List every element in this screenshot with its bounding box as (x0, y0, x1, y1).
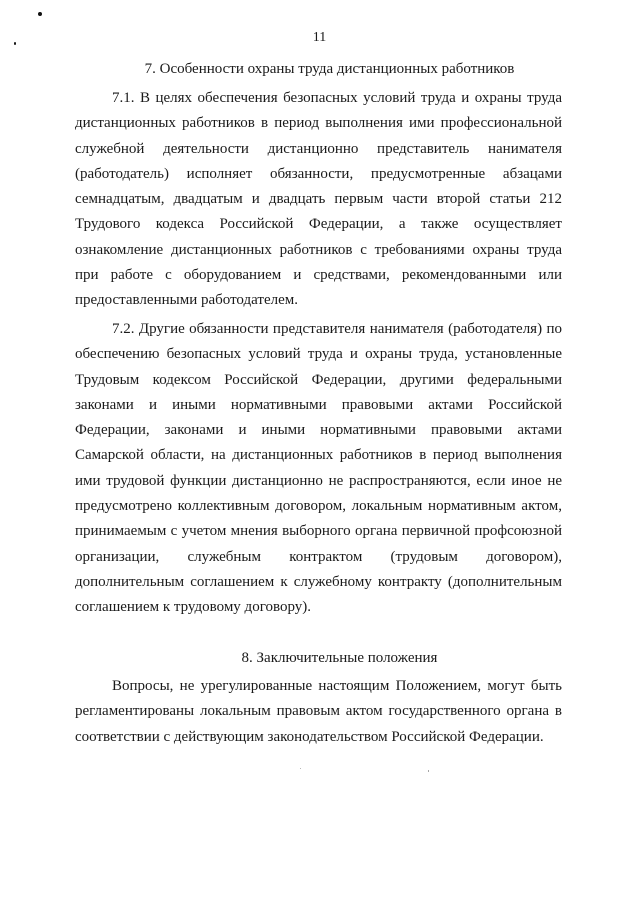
section-7-heading: 7. Особенности охраны труда дистанционных работников (144, 61, 515, 77)
section-8-heading: 8. Заключительные положения (241, 650, 438, 666)
scan-speck (428, 770, 429, 772)
section-7-paragraph-1: 7.1. В целях обеспечения безопасных условий труда и охраны труда дистанционных работников в период выполнения ими профессиональной служебной деятельности дистанционно представитель нанимателя (работодатель) исполняет обязанности, предусмотренные абзацами семнадцатым, двадцатым и двадцать первым части второй статьи 212 Трудового кодекса Российской Федерации, а также осуществляет ознакомление дистанционных работников с требованиями охраны труда при работе с оборудованием и средствами, рекомендованными или предоставленными работодателем. (75, 90, 562, 309)
scan-speck (14, 42, 16, 45)
section-8-paragraph-1: Вопросы, не урегулированные настоящим Положением, могут быть регламентированы локальным правовым актом государственного органа в соответствии с действующим законодательством Российской Федерации. (75, 678, 562, 745)
page-number: 11 (312, 30, 327, 45)
section-7-paragraph-2: 7.2. Другие обязанности представителя нанимателя (работодателя) по обеспечению безопасных условий труда и охраны труда, установленные Трудовым кодексом Российской Федерации, другими федеральными законами и иными нормативными правовыми актами Российской Федерации, законами и иными нормативными правовыми актами Самарской области, на дистанционных работников в период выполнения ими трудовой функции дистанционно не распространяются, если иное не предусмотрено коллективным договором, локальным нормативным актом, принимаемым с учетом мнения выборного органа первичной профсоюзной организации, служебным контрактом (трудовым договором), дополнительным соглашением к служебному контракту (дополнительным соглашением к трудовому договору). (75, 321, 562, 616)
scan-speck (38, 12, 42, 16)
scan-speck (300, 768, 301, 769)
